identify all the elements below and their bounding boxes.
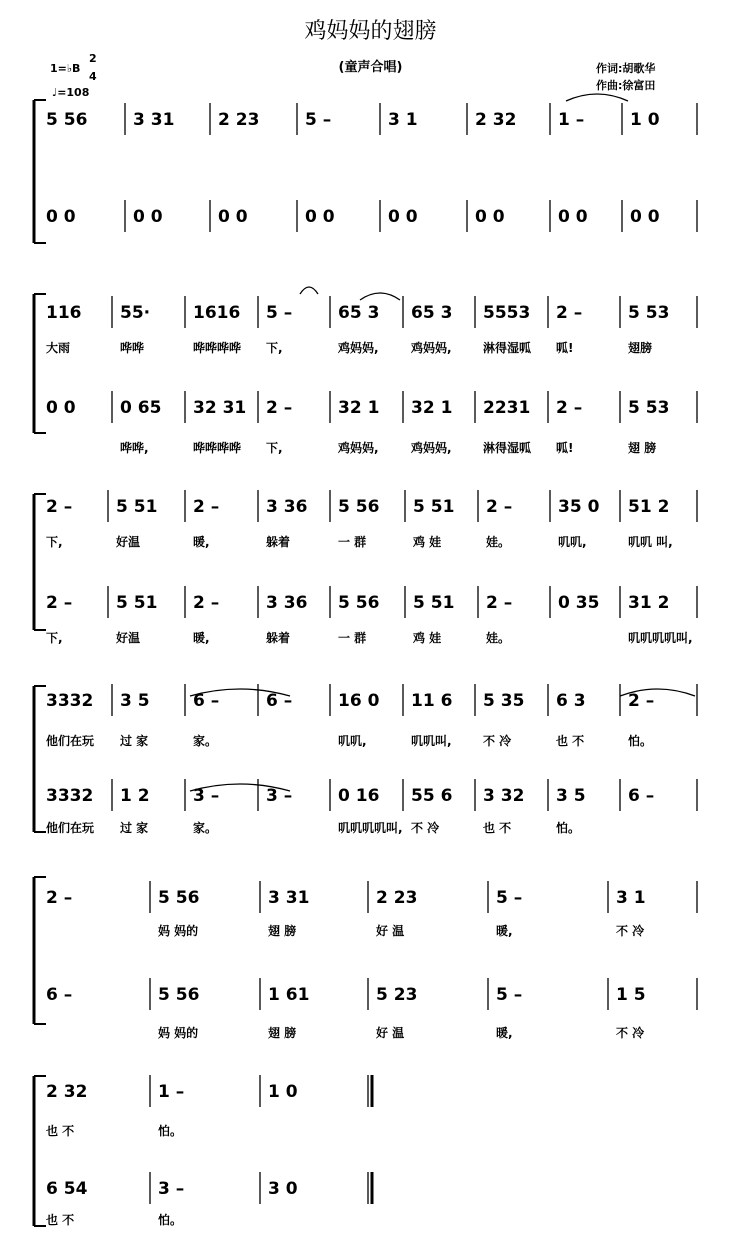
upper-measure-notes: 2 23: [218, 110, 260, 130]
lower-measure-notes: 3332: [46, 786, 94, 806]
lower-lyric: 也 不: [46, 1213, 75, 1227]
lower-lyric: 好 温: [376, 1026, 405, 1040]
bracket-end: [34, 686, 46, 832]
upper-lyric: 翅膀: [628, 341, 653, 355]
upper-lyric: 躲着: [266, 535, 291, 549]
upper-measure-notes: 5 56: [338, 497, 380, 517]
lower-measure-notes: 3 –: [158, 1179, 185, 1199]
upper-measure-notes: 6 3: [556, 691, 586, 711]
upper-measure-notes: 6 –: [193, 691, 220, 711]
upper-measure-notes: 1 –: [558, 110, 585, 130]
upper-measure-notes: 3 5: [120, 691, 150, 711]
upper-measure-notes: 3 31: [133, 110, 175, 130]
lower-measure-notes: 2 –: [193, 593, 220, 613]
lower-measure-notes: 6 –: [46, 985, 73, 1005]
upper-lyric: 暖,: [193, 535, 210, 549]
lower-measure-notes: 3 36: [266, 593, 308, 613]
upper-measure-notes: 5 53: [628, 303, 670, 323]
upper-lyric: 一 群: [338, 535, 367, 549]
composer-credit: 作曲:徐富田: [596, 79, 656, 92]
upper-lyric: 叽叽,: [338, 734, 367, 748]
upper-lyric: 哗哗哗哗: [193, 341, 242, 355]
lower-measure-notes: 31 2: [628, 593, 670, 613]
upper-measure-notes: 1 0: [630, 110, 660, 130]
tempo-marking: ♩=108: [52, 86, 90, 99]
bracket-end: [34, 100, 46, 243]
upper-measure-notes: 51 2: [628, 497, 670, 517]
upper-lyric: 暖,: [496, 924, 513, 938]
upper-lyric: 怕。: [628, 734, 653, 748]
lower-measure-notes: 5 –: [496, 985, 523, 1005]
lyricist-credit: 作词:胡歌华: [596, 62, 656, 75]
lower-lyric: 翅 膀: [628, 441, 657, 455]
upper-measure-notes: 2 32: [46, 1082, 88, 1102]
lower-measure-notes: 2 –: [266, 398, 293, 418]
upper-lyric: 好 温: [376, 924, 405, 938]
lower-measure-notes: 1 5: [616, 985, 646, 1005]
upper-measure-notes: 2 32: [475, 110, 517, 130]
lower-lyric: 鸡妈妈,: [411, 441, 452, 455]
lower-measure-notes: 1 2: [120, 786, 150, 806]
lower-lyric: 也 不: [483, 821, 512, 835]
lower-lyric: 哗哗哗哗: [193, 441, 242, 455]
upper-measure-notes: 3332: [46, 691, 94, 711]
slur: [300, 287, 318, 294]
upper-lyric: 也 不: [556, 734, 585, 748]
lower-measure-notes: 3 32: [483, 786, 525, 806]
upper-measure-notes: 2 –: [46, 497, 73, 517]
upper-measure-notes: 5 56: [158, 888, 200, 908]
lower-lyric: 他们在玩: [46, 821, 95, 835]
upper-measure-notes: 5 –: [496, 888, 523, 908]
lower-lyric: 鸡 娃: [413, 631, 442, 645]
upper-lyric: 鸡 娃: [413, 535, 442, 549]
lower-lyric: 下,: [46, 631, 63, 645]
upper-lyric: 叽叽叫,: [411, 734, 452, 748]
bracket-end: [34, 294, 46, 433]
upper-measure-notes: 2 –: [193, 497, 220, 517]
upper-lyric: 鸡妈妈,: [338, 341, 379, 355]
upper-lyric: 下,: [266, 341, 283, 355]
time-signature-bottom: 4: [89, 70, 97, 83]
lower-measure-notes: 5 53: [628, 398, 670, 418]
upper-measure-notes: 65 3: [338, 303, 380, 323]
bracket-end: [34, 1076, 46, 1226]
lower-measure-notes: 3 5: [556, 786, 586, 806]
upper-lyric: 大雨: [46, 341, 71, 355]
upper-measure-notes: 2 –: [46, 888, 73, 908]
lower-lyric: 不 冷: [616, 1026, 645, 1040]
upper-measure-notes: 5 56: [46, 110, 88, 130]
lower-measure-notes: 2 –: [486, 593, 513, 613]
lower-measure-notes: 0 35: [558, 593, 600, 613]
upper-lyric: 好温: [116, 535, 141, 549]
lower-measure-notes: 0 0: [218, 207, 248, 227]
lower-measure-notes: 2 –: [46, 593, 73, 613]
upper-lyric: 鸡妈妈,: [411, 341, 452, 355]
upper-measure-notes: 3 1: [616, 888, 646, 908]
lower-lyric: 好温: [116, 631, 141, 645]
lower-lyric: 下,: [266, 441, 283, 455]
upper-measure-notes: 55·: [120, 303, 151, 323]
upper-measure-notes: 2 –: [486, 497, 513, 517]
upper-measure-notes: 5553: [483, 303, 531, 323]
lower-lyric: 怕。: [158, 1213, 183, 1227]
lower-measure-notes: 0 0: [46, 398, 76, 418]
upper-measure-notes: 6 –: [266, 691, 293, 711]
key-signature: 1=♭B: [50, 62, 81, 75]
upper-lyric: 娃。: [486, 535, 511, 549]
upper-measure-notes: 3 31: [268, 888, 310, 908]
lower-lyric: 呱!: [556, 441, 574, 455]
upper-measure-notes: 3 36: [266, 497, 308, 517]
upper-measure-notes: 65 3: [411, 303, 453, 323]
lower-measure-notes: 0 16: [338, 786, 380, 806]
upper-lyric: 怕。: [158, 1124, 183, 1138]
lower-measure-notes: 0 0: [630, 207, 660, 227]
upper-measure-notes: 2 –: [556, 303, 583, 323]
lower-lyric: 哗哗,: [120, 441, 149, 455]
upper-measure-notes: 35 0: [558, 497, 600, 517]
song-subtitle: (童声合唱): [338, 60, 403, 75]
upper-lyric: 呱!: [556, 341, 574, 355]
lower-lyric: 叽叽叽叽叫,: [628, 631, 693, 645]
lower-measure-notes: 2 –: [556, 398, 583, 418]
lower-measure-notes: 0 0: [475, 207, 505, 227]
lower-lyric: 鸡妈妈,: [338, 441, 379, 455]
upper-measure-notes: 5 –: [305, 110, 332, 130]
slur: [360, 293, 400, 300]
lower-lyric: 妈 妈的: [158, 1026, 199, 1040]
lower-measure-notes: 6 –: [628, 786, 655, 806]
bracket-end: [34, 494, 46, 630]
lower-measure-notes: 0 0: [388, 207, 418, 227]
bracket-end: [34, 877, 46, 1024]
upper-measure-notes: 1 0: [268, 1082, 298, 1102]
lower-measure-notes: 3 –: [193, 786, 220, 806]
lower-lyric: 怕。: [556, 821, 581, 835]
lower-measure-notes: 3 0: [268, 1179, 298, 1199]
time-signature-top: 2: [89, 52, 97, 65]
upper-measure-notes: 5 35: [483, 691, 525, 711]
lower-measure-notes: 2231: [483, 398, 531, 418]
upper-measure-notes: 1616: [193, 303, 241, 323]
lower-lyric: 淋得湿呱: [483, 441, 532, 455]
slur: [566, 94, 628, 101]
upper-measure-notes: 2 –: [628, 691, 655, 711]
lower-lyric: 家。: [193, 821, 218, 835]
upper-lyric: 家。: [193, 734, 218, 748]
lower-measure-notes: 32 1: [338, 398, 380, 418]
upper-lyric: 也 不: [46, 1124, 75, 1138]
lower-measure-notes: 0 0: [46, 207, 76, 227]
upper-measure-notes: 11 6: [411, 691, 453, 711]
lower-measure-notes: 1 61: [268, 985, 310, 1005]
lower-lyric: 叽叽叽叽叫,: [338, 821, 403, 835]
upper-measure-notes: 3 1: [388, 110, 418, 130]
lower-measure-notes: 6 54: [46, 1179, 88, 1199]
upper-lyric: 叽叽 叫,: [628, 535, 673, 549]
lower-measure-notes: 5 56: [338, 593, 380, 613]
lower-measure-notes: 55 6: [411, 786, 453, 806]
upper-measure-notes: 116: [46, 303, 82, 323]
upper-measure-notes: 16 0: [338, 691, 380, 711]
upper-measure-notes: 5 51: [116, 497, 158, 517]
upper-measure-notes: 5 51: [413, 497, 455, 517]
upper-lyric: 他们在玩: [46, 734, 95, 748]
upper-lyric: 叽叽,: [558, 535, 587, 549]
lower-lyric: 不 冷: [411, 821, 440, 835]
upper-lyric: 妈 妈的: [158, 924, 199, 938]
upper-measure-notes: 5 –: [266, 303, 293, 323]
upper-lyric: 不 冷: [483, 734, 512, 748]
lower-measure-notes: 5 56: [158, 985, 200, 1005]
upper-lyric: 过 家: [120, 734, 149, 748]
upper-lyric: 不 冷: [616, 924, 645, 938]
upper-measure-notes: 2 23: [376, 888, 418, 908]
song-title: 鸡妈妈的翅膀: [304, 19, 437, 44]
upper-lyric: 哗哗: [120, 341, 145, 355]
upper-lyric: 翅 膀: [268, 924, 297, 938]
lower-lyric: 过 家: [120, 821, 149, 835]
lower-measure-notes: 0 0: [305, 207, 335, 227]
lower-lyric: 躲着: [266, 631, 291, 645]
lower-measure-notes: 32 31: [193, 398, 247, 418]
lower-measure-notes: 0 0: [133, 207, 163, 227]
lower-lyric: 暖,: [193, 631, 210, 645]
upper-measure-notes: 1 –: [158, 1082, 185, 1102]
lower-measure-notes: 5 23: [376, 985, 418, 1005]
lower-measure-notes: 0 0: [558, 207, 588, 227]
lower-measure-notes: 3 –: [266, 786, 293, 806]
lower-measure-notes: 5 51: [413, 593, 455, 613]
upper-lyric: 下,: [46, 535, 63, 549]
lower-measure-notes: 32 1: [411, 398, 453, 418]
lower-lyric: 一 群: [338, 631, 367, 645]
upper-lyric: 淋得湿呱: [483, 341, 532, 355]
lower-lyric: 暖,: [496, 1026, 513, 1040]
lower-lyric: 翅 膀: [268, 1026, 297, 1040]
lower-measure-notes: 0 65: [120, 398, 162, 418]
lower-measure-notes: 5 51: [116, 593, 158, 613]
lower-lyric: 娃。: [486, 631, 511, 645]
